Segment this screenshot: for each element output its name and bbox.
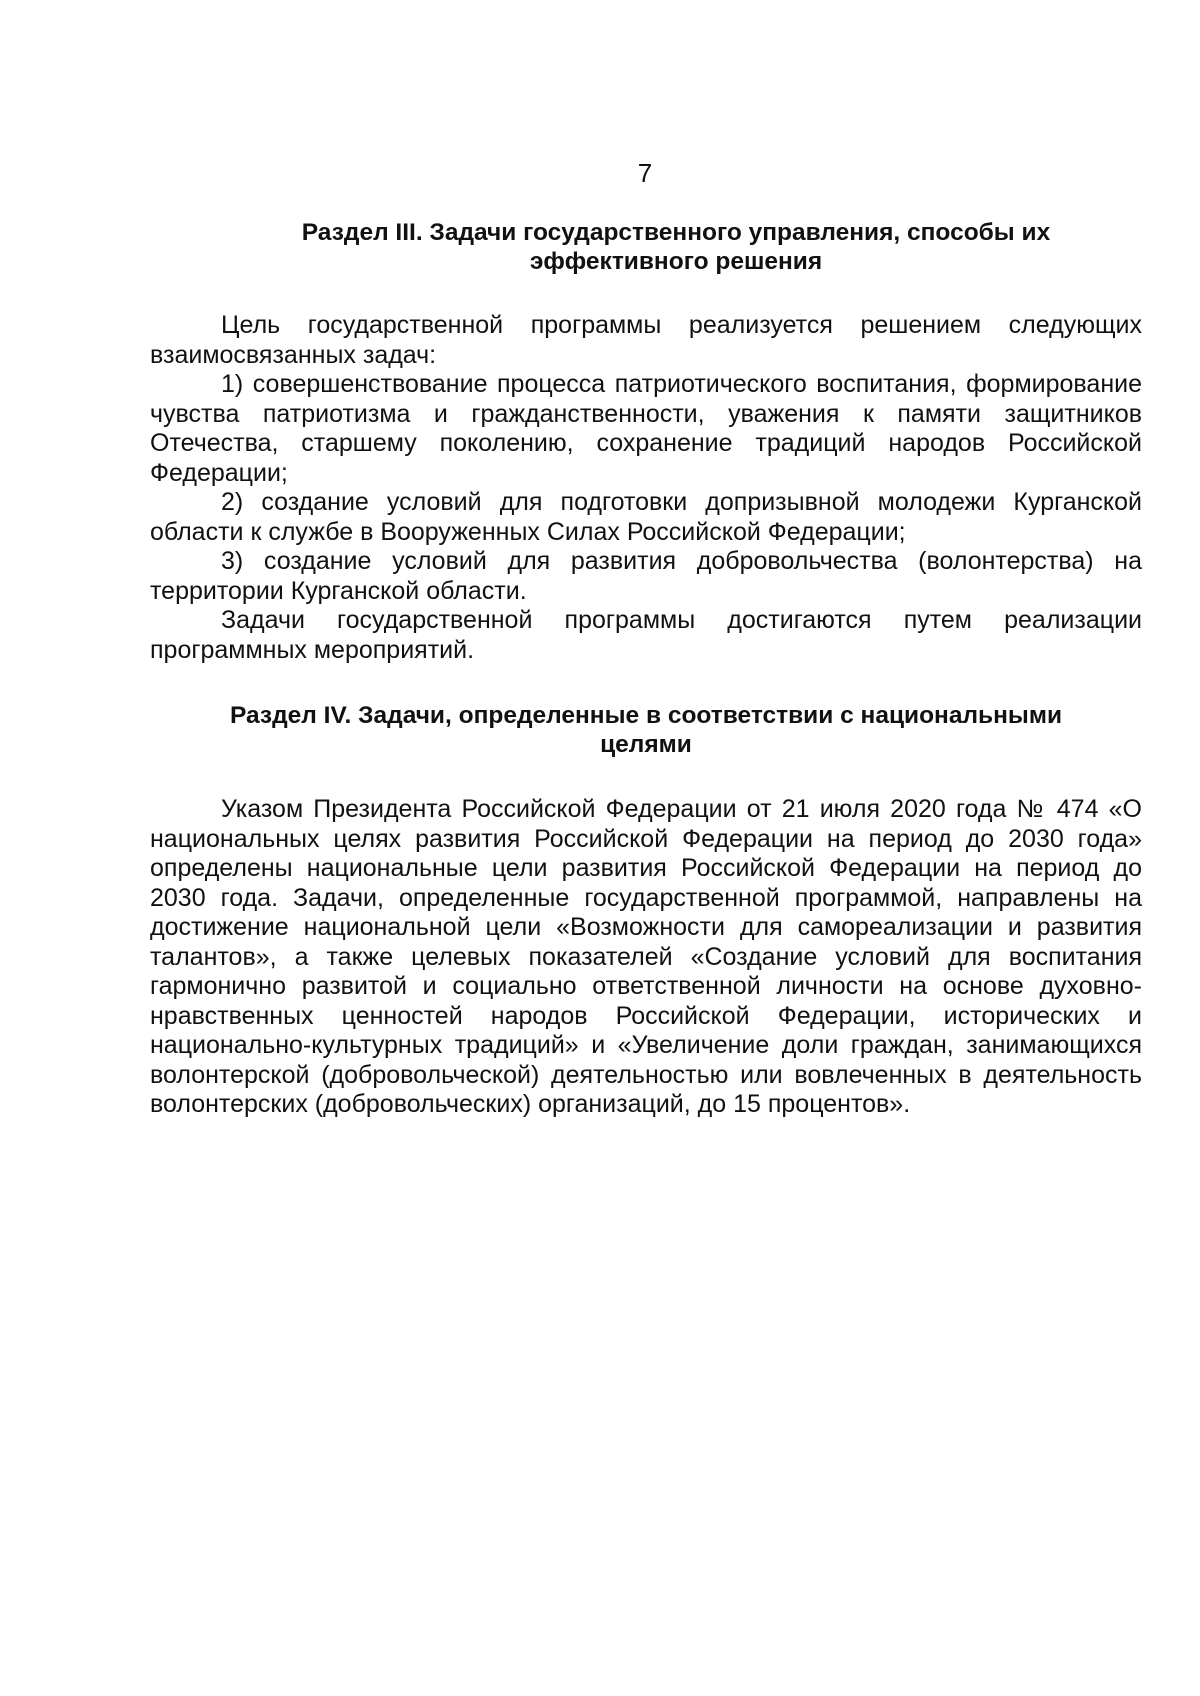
section-3-task-3: 3) создание условий для развития добровольчества (волонтерства) на территории Курганской области. <box>150 547 1142 605</box>
document-body <box>150 218 1142 1120</box>
section-4-title-line-2: целями <box>600 731 692 758</box>
section-4-title-line-1: Раздел IV. Задачи, определенные в соответствии с национальными <box>229 702 1063 729</box>
section-3-task-1: 1) совершенствование процесса патриотического воспитания, формирование чувства патриотизма и гражданственности, уважения к памяти защитников Отечества, старшему поколению, сохранение традиций народов Российской Федерации; <box>150 370 1142 487</box>
section-3-heading <box>150 218 1142 276</box>
section-3-paragraph-outro: Задачи государственной программы достигаются путем реализации программных мероприятий. <box>150 606 1142 664</box>
section-4-heading <box>150 701 1142 759</box>
page-number: 7 <box>637 158 653 188</box>
section-3-task-2: 2) создание условий для подготовки допризывной молодежи Курганской области к службе в Вооруженных Силах Российской Федерации; <box>150 488 1142 546</box>
section-3-title-line-2: эффективного решения <box>529 248 823 275</box>
section-4-paragraph: Указом Президента Российской Федерации от 21 июля 2020 года № 474 «О национальных целях развития Российской Федерации на период до 2030 года» определены национальные цели развития Российской Федерации на период до 2030 года. Задачи, определенные государственной программой, направлены на достижение национальной цели «Возможности для самореализации и развития талантов», а также целевых показателей «Создание условий для воспитания гармонично развитой и социально ответственной личности на основе духовно-нравственных ценностей народов Российской Федерации, исторических и национально-культурных традиций» и «Увеличение доли граждан, занимающихся волонтерской (добровольческой) деятельностью или вовлеченных в деятельность волонтерских (добровольческих) организаций, до 15 процентов». <box>150 795 1142 1118</box>
section-3-title-line-1: Раздел III. Задачи государственного управления, способы их <box>301 219 1051 246</box>
section-3-paragraph-intro: Цель государственной программы реализуется решением следующих взаимосвязанных задач: <box>150 311 1142 369</box>
